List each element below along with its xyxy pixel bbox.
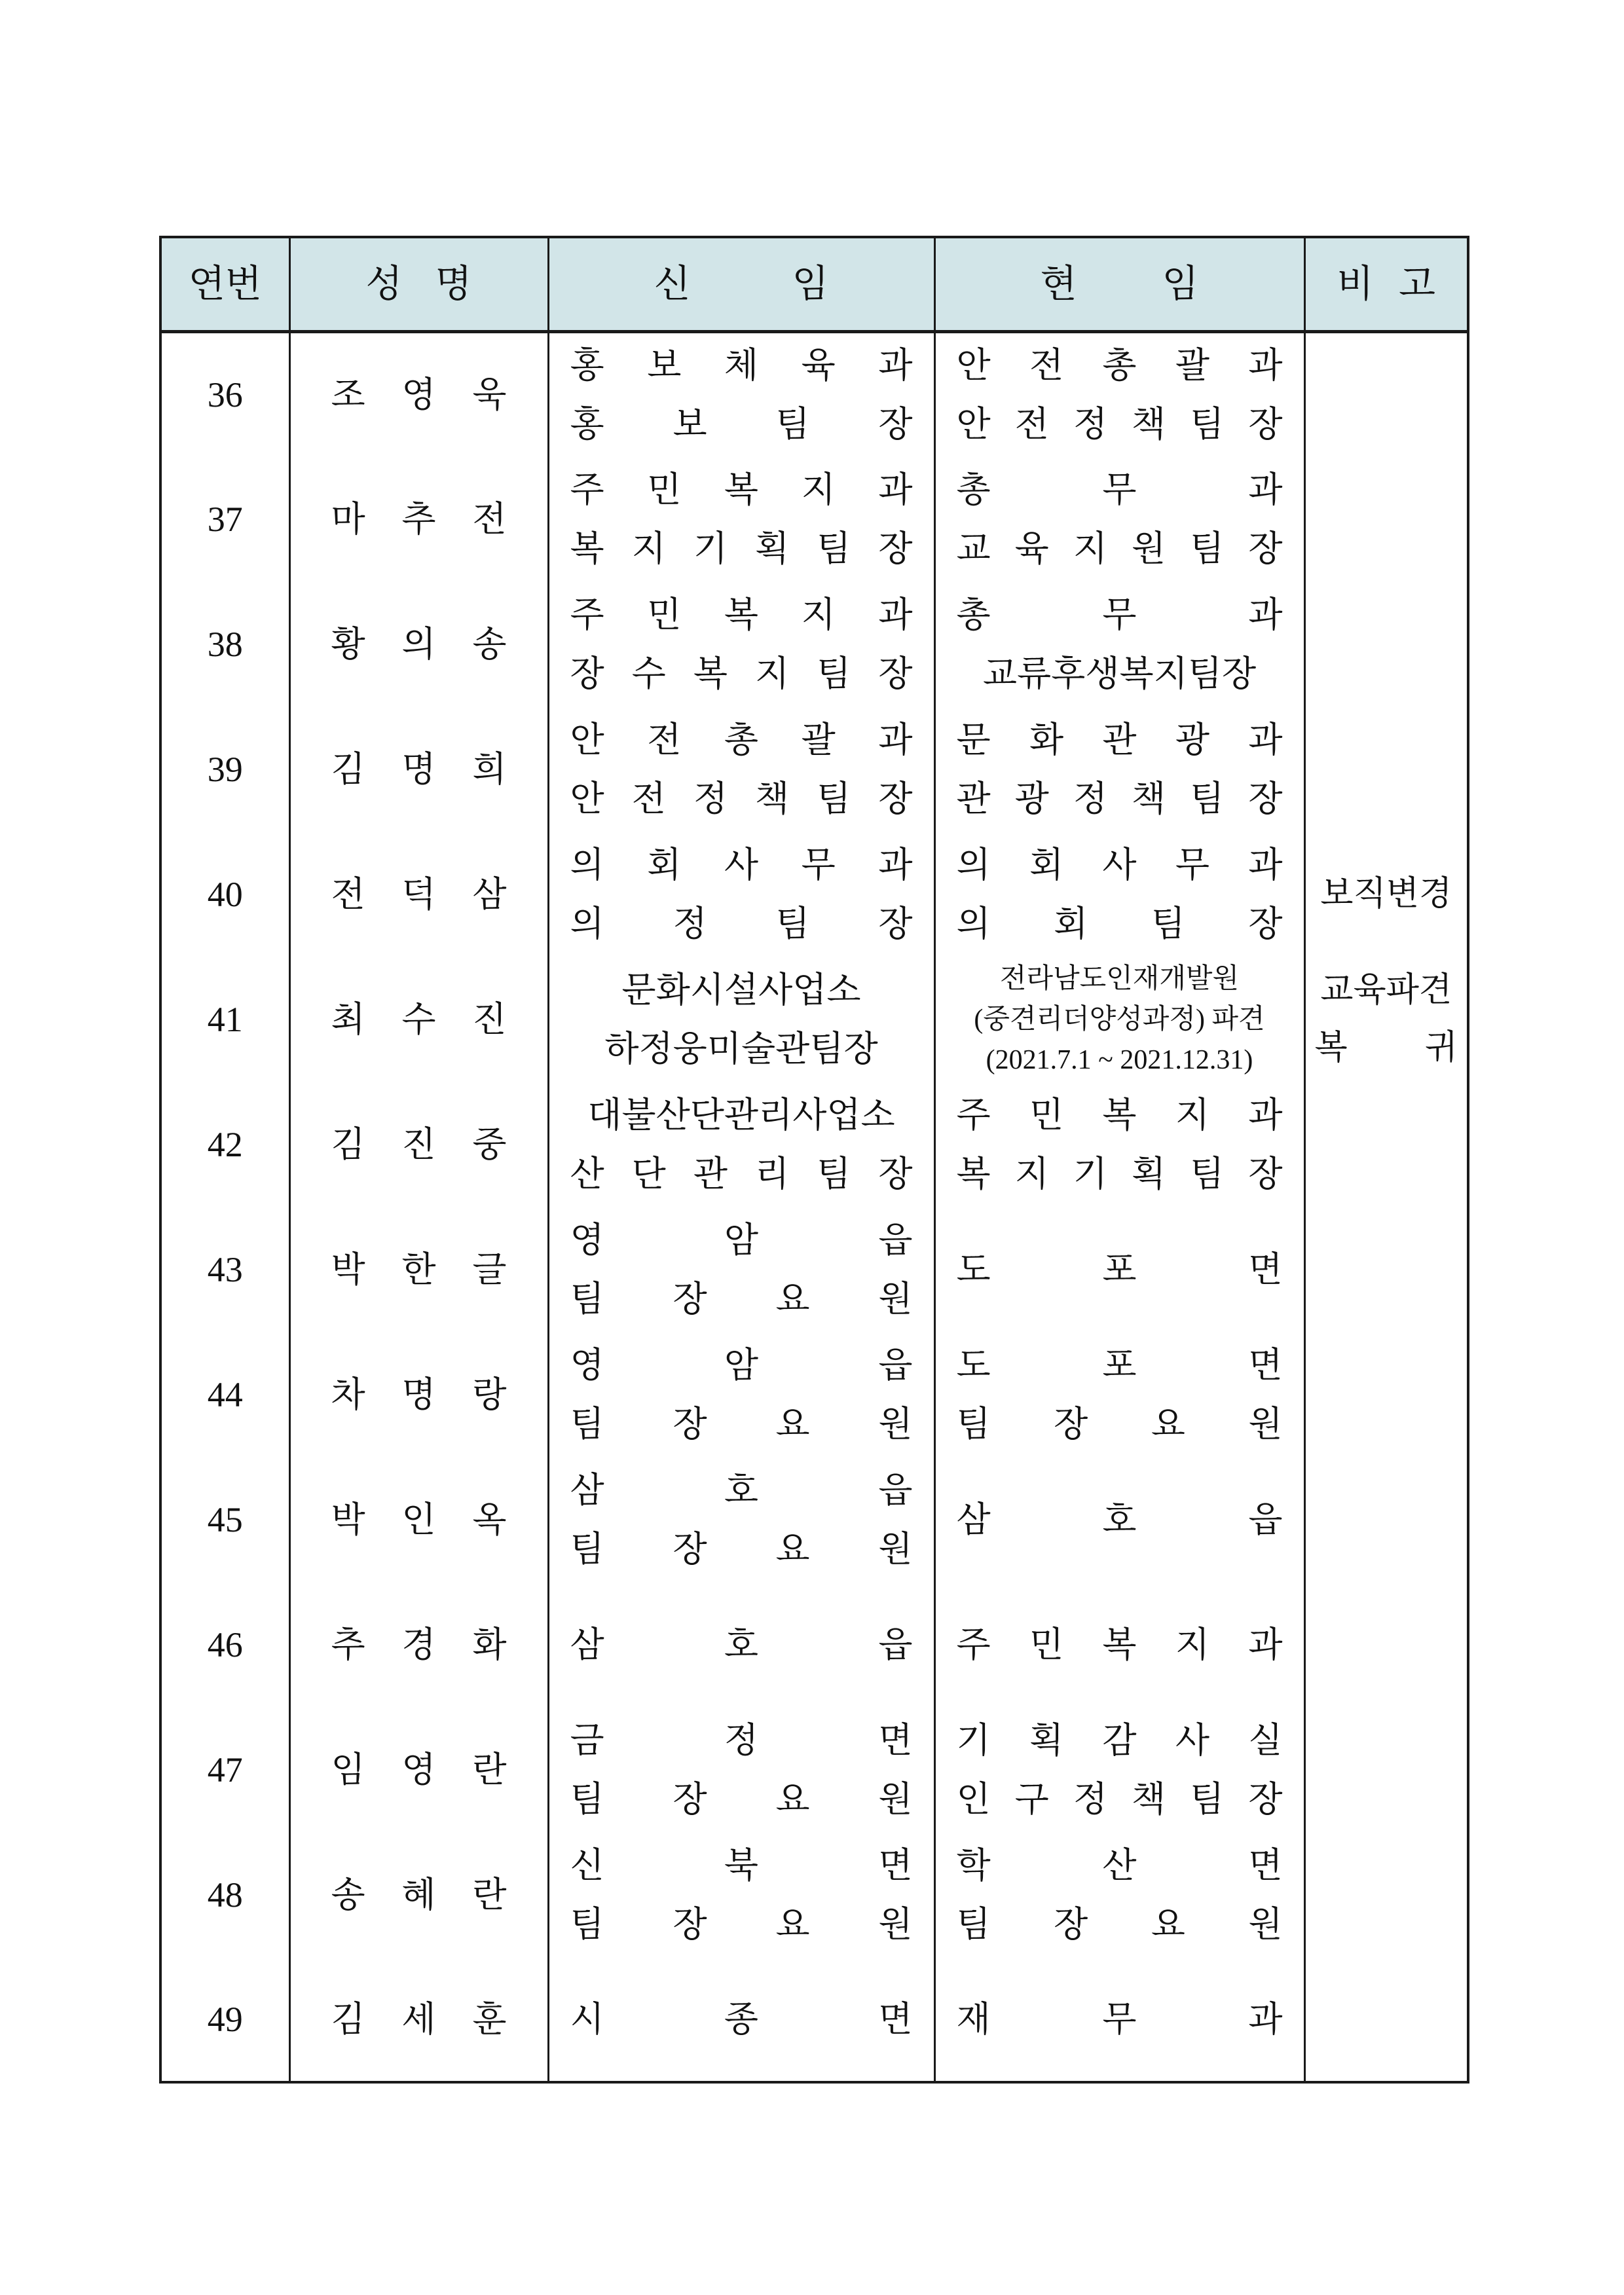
table-row: [160, 1332, 1468, 1457]
current-position-line: (중견리더양성과정) 파견: [974, 1004, 1265, 1035]
cell-new-position: [548, 832, 934, 957]
cell-new-position: [548, 456, 934, 581]
cell-name: [289, 707, 548, 832]
cell-current-position: [934, 581, 1304, 707]
col-header-current-position-label: 현 임: [1040, 262, 1199, 305]
current-position-line: 의 회 사 무 과: [956, 845, 1283, 885]
person-name: 임 영 란: [331, 1750, 507, 1790]
person-name: 최 수 진: [331, 999, 507, 1039]
row-number: 43: [207, 1249, 243, 1289]
new-position-line: 시 종 면: [570, 1999, 913, 2039]
cell-current-position: [934, 1582, 1304, 1707]
cell-no: [160, 832, 289, 957]
row-number: 47: [207, 1750, 243, 1790]
row-number: 45: [207, 1499, 243, 1539]
person-name: 조 영 욱: [331, 375, 507, 414]
personnel-table: [159, 236, 1469, 2084]
current-position-line: 팀 장 요 원: [956, 1404, 1283, 1444]
current-position-line: 문 화 관 광 과: [956, 720, 1283, 760]
cell-note: [1304, 1457, 1468, 1582]
table-row: [160, 957, 1468, 1082]
row-number: 46: [207, 1625, 243, 1664]
col-header-new-position: [548, 237, 934, 331]
person-name: 김 세 훈: [331, 1999, 507, 2039]
new-position-line: 홍 보 체 육 과: [570, 345, 913, 385]
current-position-line: 삼 호 읍: [956, 1499, 1283, 1539]
cell-new-position: [548, 1332, 934, 1457]
cell-current-position: [934, 1082, 1304, 1207]
current-position-line: 안 전 정 책 팀 장: [956, 404, 1283, 444]
cell-name: [289, 1582, 548, 1707]
cell-note: [1304, 1207, 1468, 1332]
current-position-line: 인 구 정 책 팀 장: [956, 1779, 1283, 1819]
cell-name: [289, 1457, 548, 1582]
table-row: [160, 1957, 1468, 2082]
cell-new-position: [548, 1832, 934, 1957]
new-position-line: 장 수 복 지 팀 장: [570, 653, 913, 693]
new-position-line: 영 암 읍: [570, 1220, 913, 1260]
new-position-line: 삼 호 읍: [570, 1470, 913, 1510]
cell-name: [289, 581, 548, 707]
cell-note: [1304, 832, 1468, 957]
person-name: 마 추 전: [331, 499, 507, 539]
new-position-line: 의 정 팀 장: [570, 904, 913, 944]
new-position-line: 금 정 면: [570, 1720, 913, 1760]
row-number: 42: [207, 1124, 243, 1164]
cell-note: [1304, 1832, 1468, 1957]
col-header-note: [1304, 237, 1468, 331]
cell-current-position: [934, 1207, 1304, 1332]
cell-new-position: [548, 331, 934, 456]
new-position-line: 주 민 복 지 과: [570, 595, 913, 634]
new-position-line: 팀 장 요 원: [570, 1904, 913, 1944]
cell-new-position: [548, 957, 934, 1082]
cell-new-position: [548, 1957, 934, 2082]
cell-note: [1304, 707, 1468, 832]
current-position-line: 전라남도인재개발원: [999, 963, 1240, 994]
table-row: [160, 331, 1468, 456]
cell-current-position: [934, 1832, 1304, 1957]
new-position-line: 안 전 총 괄 과: [570, 720, 913, 760]
cell-no: [160, 1457, 289, 1582]
current-position-line: 주 민 복 지 과: [956, 1095, 1283, 1135]
header-row: [160, 237, 1468, 331]
col-header-name-label: 성 명: [365, 262, 472, 305]
row-number: 37: [207, 499, 243, 539]
col-header-no-label: 연번: [188, 262, 262, 305]
cell-new-position: [548, 1207, 934, 1332]
cell-name: [289, 331, 548, 456]
new-position-line: 홍 보 팀 장: [570, 404, 913, 444]
cell-note: [1304, 957, 1468, 1082]
cell-no: [160, 1832, 289, 1957]
cell-note: [1304, 581, 1468, 707]
col-header-new-position-label: 신 임: [654, 262, 829, 305]
person-name: 김 명 희: [331, 749, 507, 789]
cell-new-position: [548, 1457, 934, 1582]
cell-no: [160, 707, 289, 832]
current-position-line: 총 무 과: [956, 595, 1283, 634]
cell-note: [1304, 456, 1468, 581]
row-number: 41: [207, 999, 243, 1039]
cell-no: [160, 1207, 289, 1332]
current-position-line: 안 전 총 괄 과: [956, 345, 1283, 385]
new-position-line: 의 회 사 무 과: [570, 845, 913, 885]
cell-current-position: [934, 707, 1304, 832]
row-number: 48: [207, 1875, 243, 1915]
row-number: 40: [207, 874, 243, 914]
cell-no: [160, 957, 289, 1082]
person-name: 김 진 중: [331, 1124, 507, 1164]
current-position-line: 기 획 감 사 실: [956, 1720, 1283, 1760]
person-name: 송 혜 란: [331, 1875, 507, 1915]
cell-name: [289, 832, 548, 957]
new-position-line: 산 단 관 리 팀 장: [570, 1154, 913, 1194]
table-row: [160, 456, 1468, 581]
cell-name: [289, 456, 548, 581]
person-name: 황 의 송: [331, 624, 507, 664]
cell-note: [1304, 1957, 1468, 2082]
person-name: 전 덕 삼: [331, 874, 507, 914]
row-number: 39: [207, 749, 243, 789]
cell-name: [289, 957, 548, 1082]
table-row: [160, 707, 1468, 832]
col-header-name: [289, 237, 548, 331]
current-position-line: 학 산 면: [956, 1845, 1283, 1885]
cell-no: [160, 1332, 289, 1457]
cell-note: [1304, 1082, 1468, 1207]
new-position-line: 하정웅미술관팀장: [604, 1029, 878, 1069]
cell-current-position: [934, 957, 1304, 1082]
cell-new-position: [548, 707, 934, 832]
col-header-current-position: [934, 237, 1304, 331]
cell-name: [289, 1207, 548, 1332]
cell-note: [1304, 1582, 1468, 1707]
row-number: 49: [207, 1999, 243, 2039]
cell-new-position: [548, 1707, 934, 1832]
current-position-line: 총 무 과: [956, 469, 1283, 509]
person-name: 박 인 옥: [331, 1499, 507, 1539]
cell-no: [160, 581, 289, 707]
table-row: [160, 1582, 1468, 1707]
current-position-line: 의 회 팀 장: [956, 904, 1283, 944]
new-position-line: 복 지 기 획 팀 장: [570, 528, 913, 568]
person-name: 차 명 랑: [331, 1374, 507, 1414]
new-position-line: 대불산단관리사업소: [587, 1095, 895, 1135]
current-position-line: 도 포 면: [956, 1345, 1283, 1385]
current-position-line: 복 지 기 획 팀 장: [956, 1154, 1283, 1194]
col-header-note-label: 비 고: [1337, 262, 1435, 305]
new-position-line: 팀 장 요 원: [570, 1279, 913, 1319]
row-number: 36: [207, 375, 243, 414]
cell-note: [1304, 331, 1468, 456]
cell-name: [289, 1707, 548, 1832]
current-position-line: (2021.7.1 ~ 2021.12.31): [986, 1044, 1253, 1075]
new-position-line: 주 민 복 지 과: [570, 469, 913, 509]
current-position-line: 주 민 복 지 과: [956, 1625, 1283, 1664]
new-position-line: 팀 장 요 원: [570, 1404, 913, 1444]
note-line: 복 귀: [1314, 1029, 1458, 1067]
cell-note: [1304, 1332, 1468, 1457]
cell-current-position: [934, 1457, 1304, 1582]
cell-no: [160, 1707, 289, 1832]
cell-no: [160, 331, 289, 456]
cell-current-position: [934, 1332, 1304, 1457]
cell-new-position: [548, 1582, 934, 1707]
new-position-line: 영 암 읍: [570, 1345, 913, 1385]
row-number: 44: [207, 1374, 243, 1414]
cell-current-position: [934, 1957, 1304, 2082]
person-name: 박 한 글: [331, 1249, 507, 1289]
new-position-line: 팀 장 요 원: [570, 1779, 913, 1819]
person-name: 추 경 화: [331, 1625, 507, 1664]
table-row: [160, 581, 1468, 707]
note-line: 교육파견: [1320, 971, 1452, 1009]
cell-current-position: [934, 1707, 1304, 1832]
new-position-line: 팀 장 요 원: [570, 1529, 913, 1569]
cell-name: [289, 1082, 548, 1207]
new-position-line: 삼 호 읍: [570, 1625, 913, 1664]
new-position-line: 문화시설사업소: [621, 970, 861, 1010]
new-position-line: 안 전 정 책 팀 장: [570, 779, 913, 818]
table-row: [160, 1832, 1468, 1957]
cell-no: [160, 1082, 289, 1207]
cell-name: [289, 1957, 548, 2082]
note-line: 보직변경: [1320, 875, 1452, 913]
table-row: [160, 1082, 1468, 1207]
current-position-line: 교 육 지 원 팀 장: [956, 528, 1283, 568]
current-position-line: 팀 장 요 원: [956, 1904, 1283, 1944]
cell-no: [160, 1582, 289, 1707]
table-row: [160, 832, 1468, 957]
new-position-line: 신 북 면: [570, 1845, 913, 1885]
table-row: [160, 1207, 1468, 1332]
cell-name: [289, 1332, 548, 1457]
cell-current-position: [934, 832, 1304, 957]
cell-name: [289, 1832, 548, 1957]
cell-new-position: [548, 581, 934, 707]
cell-no: [160, 1957, 289, 2082]
cell-new-position: [548, 1082, 934, 1207]
col-header-no: [160, 237, 289, 331]
current-position-line: 관 광 정 책 팀 장: [956, 779, 1283, 818]
cell-note: [1304, 1707, 1468, 1832]
current-position-line: 재 무 과: [956, 1999, 1283, 2039]
current-position-line: 도 포 면: [956, 1249, 1283, 1289]
table-row: [160, 1707, 1468, 1832]
cell-no: [160, 456, 289, 581]
row-number: 38: [207, 624, 243, 664]
cell-current-position: [934, 456, 1304, 581]
table-row: [160, 1457, 1468, 1582]
current-position-line: 교류후생복지팀장: [982, 653, 1257, 693]
cell-current-position: [934, 331, 1304, 456]
